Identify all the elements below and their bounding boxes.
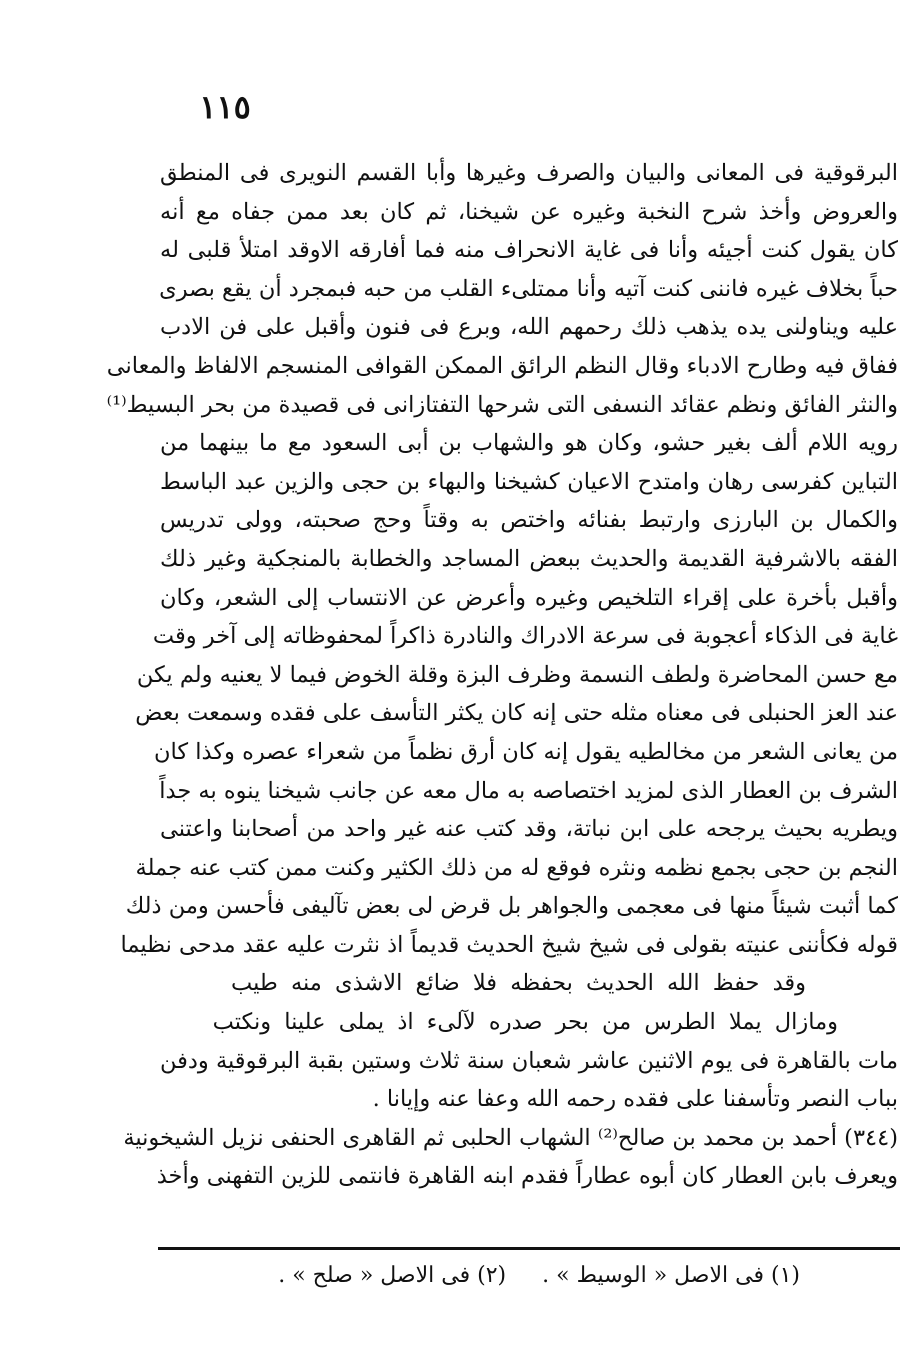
text-line: وأقبل بأخرة على إقراء التلخيص وغيره وأعرض عن الانتساب إلى الشعر، وكان <box>160 584 898 611</box>
text-line: البرقوقية فى المعانى والبيان والصرف وغيرها وأبا القسم النويرى فى المنطق <box>160 160 898 186</box>
text-line: ويطريه بحيث يرجحه على ابن نباتة، وقد كتب عنه غير واحد من أصحابنا واعتنى <box>160 816 898 843</box>
text-line: غاية فى الذكاء أعجوبة فى سرعة الادراك والنادرة ذاكراً لمحفوظاته إلى آخر وقت <box>152 623 898 650</box>
entry-heading-line: (٣٤٤) أحمد بن محمد بن صالح⁽²⁾ الشهاب الحلبى ثم القاهرى الحنفى نزيل الشيخونية <box>123 1124 898 1151</box>
footnote: (١) فى الاصل « الوسيط » . <box>542 1263 800 1288</box>
body-text <box>106 154 898 1196</box>
text-line: من يعانى الشعر من مخالطيه يقول إنه كان أرق نظماً من شعراء عصره وكذا كان <box>154 738 898 765</box>
text-line: ويعرف بابن العطار كان أبوه عطاراً فقدم ابنه القاهرة فانتمى للزين التفهنى وأخذ <box>156 1163 898 1190</box>
text-line: رويه اللام ألف بغير حشو، وكان هو والشهاب بن أبى السعود مع ما بينهما من <box>160 430 898 457</box>
text-line: النجم بن حجى بجمع نظمه ونثره فوقع له من ذلك الكثير وكنت ممن كتب عنه جملة <box>135 854 898 881</box>
text-line: والكمال بن البارزى وارتبط بفنائه واختص به وقتاً وحج صحبته، وولى تدريس <box>160 507 898 534</box>
text-line: مع حسن المحاضرة ولطف النسمة وظرف البزة وقلة الخوض فيما لا يعنيه ولم يكن <box>136 661 898 688</box>
verse-line: ومازال يملا الطرس من بحر صدره لآلىء اذ يملى علينا ونكتب <box>212 1009 838 1036</box>
text-line: التباين كفرسى رهان وامتدح الاعيان كشيخنا والبهاء بن حجى والزين عبد الباسط <box>160 468 898 495</box>
verse-line: وقد حفظ الله الحديث بحفظه فلا ضائع الاشذى منه طيب <box>231 970 806 997</box>
footnote: (٢) فى الاصل « صلح » . <box>278 1263 507 1288</box>
text-line: حباً بخلاف غيره فاننى كنت آتيه وأنا ممتلىء القلب من حبه فبمجرد أن يقع بصرى <box>159 275 898 302</box>
page-number: ١١٥ <box>199 88 251 126</box>
text-line: بباب النصر وتأسفنا على فقده رحمه الله وعفا عنه وإيانا . <box>372 1086 898 1113</box>
text-line: الفقه بالاشرفية القديمة والحديث ببعض المساجد والخطابة بالمنجكية وغير ذلك <box>160 545 898 572</box>
text-line: مات بالقاهرة فى يوم الاثنين عاشر شعبان سنة ثلاث وستين بقبة البرقوقية ودفن <box>160 1047 898 1074</box>
text-line: كما أثبت شيئاً منها فى معجمى والجواهر بل قرض لى بعض تآليفى فأحسن ومن ذلك <box>125 893 898 920</box>
text-line: ففاق فيه وطارح الادباء وقال النظم الرائق الممكن القوافى المنسجم الالفاظ والمعانى <box>106 352 898 379</box>
text-line: الشرف بن العطار الذى لمزيد اختصاصه به مال معه عن جانب شيخنا ينوه به جداً <box>159 777 898 804</box>
text-line: قوله فكأننى عنيته بقولى فى شيخ شيخ الحديث قديماً اذ نثرت عليه عقد مدحى نظيما <box>120 931 898 958</box>
footnotes <box>278 1256 800 1296</box>
text-line: والنثر الفائق ونظم عقائد النسفى التى شرحها التفتازانى فى قصيدة من بحر البسيط⁽¹⁾ <box>106 391 898 418</box>
text-line: عليه ويناولنى يده يذهب ذلك رحمهم الله، وبرع فى فنون وأقبل على فن الادب <box>160 314 898 341</box>
text-line: عند العز الحنبلى فى معناه مثله حتى إنه كان يكثر التأسف على فقده وسمعت بعض <box>135 700 898 727</box>
footnote-separator <box>158 1247 900 1250</box>
text-line: والعروض وأخذ شرح النخبة وغيره عن شيخنا، ثم كان بعد ممن جفاه مع أنه <box>160 198 898 225</box>
text-line: كان يقول كنت أجيئه وأنا فى غاية الانحراف منه فما أفارقه الاوقد امتلأ قلبى له <box>160 237 898 264</box>
